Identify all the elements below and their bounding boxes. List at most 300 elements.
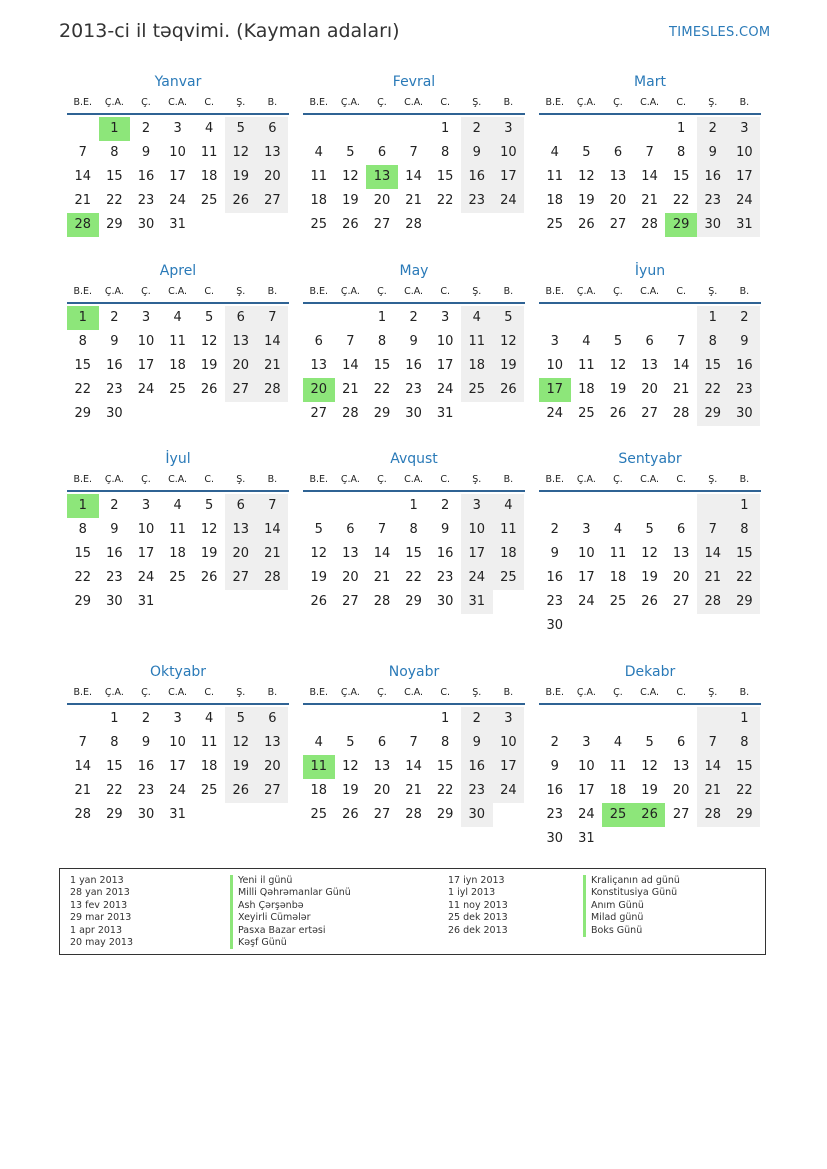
day-cell: 3 — [550, 334, 559, 349]
day-cell: 6 — [225, 494, 257, 518]
month-6 — [539, 262, 761, 426]
month-name: Aprel — [159, 263, 197, 279]
day-cell: 12 — [225, 731, 257, 755]
day-cell: 29 — [405, 594, 422, 609]
day-cell: 27 — [373, 217, 391, 232]
empty-cell — [634, 707, 666, 731]
weekday-label: B.E. — [545, 285, 565, 297]
weekday-label: Ç. — [141, 473, 151, 485]
weekday-label: B.E. — [545, 96, 565, 108]
day-cell: 5 — [613, 334, 623, 349]
weekday-header — [67, 91, 289, 115]
day-cell: 20 — [672, 783, 690, 798]
day-cell: 22 — [436, 193, 454, 208]
day-cell: 8 — [110, 145, 119, 160]
month-3 — [539, 73, 761, 237]
legend-holiday-name: Milad günü — [583, 912, 680, 924]
day-cell: 23 — [137, 783, 155, 798]
empty-cell — [602, 117, 634, 141]
day-cell: 18 — [578, 382, 595, 397]
legend-holiday-name: Konstitusiya Günü — [583, 887, 680, 899]
legend-date: 11 noy 2013 — [448, 899, 508, 911]
day-cell: 23 — [106, 570, 123, 585]
day-cell: 15 — [106, 759, 123, 774]
day-cell: 30 — [546, 618, 564, 633]
day-cell: 4 — [173, 310, 182, 325]
weekday-label: Ş. — [472, 686, 482, 698]
weekday-label: C. — [440, 473, 450, 485]
month-name: İyun — [634, 263, 666, 279]
legend-holiday-name: Kraliçanın ad günü — [583, 875, 680, 887]
day-cell: 19 — [342, 783, 359, 798]
month-10 — [67, 663, 289, 827]
weekday-label: B.E. — [73, 285, 93, 297]
empty-cell — [571, 117, 603, 141]
weekday-label: Ç.A. — [576, 473, 596, 485]
day-cell: 17 — [578, 570, 595, 585]
day-cell: 11 — [493, 518, 525, 542]
day-cell: 12 — [578, 169, 595, 184]
legend-names-1 — [230, 875, 351, 949]
day-cell: 17 — [729, 165, 761, 189]
day-cell: 7 — [78, 145, 87, 160]
day-cell: 22 — [74, 382, 92, 397]
weekday-label: B.E. — [309, 686, 329, 698]
day-cell: 9 — [441, 522, 450, 537]
day-cell: 10 — [493, 731, 525, 755]
weekday-label: B.E. — [309, 473, 329, 485]
day-cell: 29 — [74, 594, 92, 609]
day-cell: 17 — [493, 755, 525, 779]
weekday-label: B. — [739, 96, 750, 108]
day-cell: 24 — [436, 382, 454, 397]
weekday-label: C. — [204, 96, 214, 108]
day-cell: 26 — [609, 406, 627, 421]
day-cell: 30 — [697, 213, 729, 237]
day-cell: 14 — [257, 518, 289, 542]
weekday-header — [539, 280, 761, 304]
holiday-day-cell: 20 — [303, 378, 335, 402]
weekday-label: Ç. — [613, 473, 623, 485]
weekday-label: Ç. — [613, 96, 623, 108]
weekday-header — [303, 681, 525, 705]
day-cell: 4 — [550, 145, 559, 160]
weekday-label: C. — [440, 96, 450, 108]
month-12 — [539, 663, 761, 851]
day-cell: 13 — [641, 358, 658, 373]
day-cell: 21 — [342, 382, 359, 397]
day-cell: 9 — [729, 330, 761, 354]
day-cell: 21 — [405, 783, 422, 798]
weekday-label: Ç. — [377, 96, 387, 108]
day-cell: 11 — [169, 522, 186, 537]
legend-holiday-name: Boks Günü — [583, 925, 680, 937]
weekday-label: B. — [267, 473, 278, 485]
day-cell: 3 — [141, 498, 151, 513]
day-cell: 30 — [137, 807, 155, 822]
day-cell: 13 — [672, 759, 690, 774]
day-cell: 17 — [137, 358, 155, 373]
weekday-label: B. — [503, 96, 514, 108]
day-cell: 12 — [200, 522, 218, 537]
day-cell: 28 — [342, 406, 359, 421]
day-cell: 25 — [578, 406, 595, 421]
weekday-header — [67, 280, 289, 304]
day-cell: 17 — [461, 542, 493, 566]
day-cell: 7 — [697, 518, 729, 542]
day-cell: 26 — [342, 807, 359, 822]
day-cell: 3 — [729, 117, 761, 141]
month-7 — [67, 450, 289, 614]
weekday-label: B. — [739, 473, 750, 485]
day-cell: 31 — [461, 590, 493, 614]
day-cell: 26 — [342, 217, 359, 232]
day-cell: 15 — [729, 542, 761, 566]
day-grid — [67, 117, 289, 237]
weekday-label: Ç.A. — [104, 96, 124, 108]
day-cell: 18 — [493, 542, 525, 566]
holiday-day-cell: 28 — [67, 213, 99, 237]
day-cell: 20 — [225, 542, 257, 566]
day-cell: 18 — [200, 169, 218, 184]
day-cell: 18 — [310, 193, 328, 208]
day-cell: 5 — [205, 310, 214, 325]
day-cell: 19 — [200, 358, 218, 373]
day-cell: 22 — [697, 378, 729, 402]
empty-cell — [539, 306, 571, 330]
weekday-label: Ş. — [236, 285, 246, 297]
month-5 — [303, 262, 525, 426]
day-cell: 21 — [672, 382, 690, 397]
day-cell: 25 — [200, 783, 218, 798]
day-cell: 24 — [137, 570, 155, 585]
day-cell: 2 — [550, 735, 559, 750]
day-cell: 10 — [578, 759, 595, 774]
day-cell: 27 — [225, 566, 257, 590]
weekday-label: Ş. — [708, 686, 718, 698]
day-cell: 6 — [314, 334, 323, 349]
weekday-label: Ç.A. — [576, 285, 596, 297]
day-grid — [67, 494, 289, 614]
day-cell: 25 — [461, 378, 493, 402]
day-cell: 6 — [645, 334, 654, 349]
day-cell: 22 — [405, 570, 422, 585]
day-cell: 15 — [672, 169, 690, 184]
month-name: Fevral — [392, 74, 436, 90]
day-cell: 13 — [225, 518, 257, 542]
day-cell: 30 — [546, 831, 564, 846]
weekday-label: C.A. — [168, 96, 188, 108]
empty-cell — [67, 117, 99, 141]
day-cell: 24 — [137, 382, 155, 397]
month-11 — [303, 663, 525, 827]
weekday-header — [539, 468, 761, 492]
day-cell: 23 — [436, 570, 454, 585]
day-cell: 16 — [137, 759, 155, 774]
weekday-label: B. — [267, 686, 278, 698]
day-cell: 19 — [641, 570, 658, 585]
weekday-label: Ş. — [236, 96, 246, 108]
empty-cell — [634, 306, 666, 330]
day-cell: 7 — [409, 735, 418, 750]
day-cell: 14 — [373, 546, 391, 561]
weekday-label: Ç.A. — [340, 473, 360, 485]
empty-cell — [335, 707, 367, 731]
brand-link[interactable]: TIMESLES.COM — [669, 25, 771, 40]
weekday-label: Ş. — [236, 686, 246, 698]
day-cell: 7 — [677, 334, 686, 349]
empty-cell — [303, 707, 335, 731]
day-cell: 9 — [697, 141, 729, 165]
empty-cell — [366, 707, 398, 731]
day-cell: 19 — [225, 165, 257, 189]
weekday-label: C. — [676, 686, 686, 698]
day-cell: 16 — [137, 169, 155, 184]
day-cell: 23 — [546, 807, 564, 822]
empty-cell — [571, 494, 603, 518]
weekday-label: Ç.A. — [340, 96, 360, 108]
holiday-day-cell: 25 — [602, 803, 634, 827]
legend-date: 29 mar 2013 — [70, 912, 132, 924]
day-cell: 13 — [373, 759, 391, 774]
day-cell: 15 — [436, 759, 454, 774]
day-cell: 11 — [609, 759, 627, 774]
day-cell: 20 — [257, 755, 289, 779]
day-cell: 13 — [672, 546, 690, 561]
day-cell: 17 — [436, 358, 454, 373]
day-cell: 27 — [672, 594, 690, 609]
day-grid — [539, 494, 761, 638]
day-cell: 16 — [436, 546, 454, 561]
empty-cell — [539, 707, 571, 731]
day-cell: 20 — [641, 382, 658, 397]
day-cell: 23 — [546, 594, 564, 609]
day-cell: 22 — [729, 779, 761, 803]
day-cell: 29 — [436, 807, 454, 822]
day-cell: 14 — [697, 755, 729, 779]
day-cell: 27 — [373, 807, 391, 822]
weekday-label: C. — [204, 686, 214, 698]
weekday-label: B.E. — [545, 686, 565, 698]
holiday-legend — [59, 868, 766, 955]
day-cell: 6 — [346, 522, 355, 537]
weekday-label: B. — [739, 285, 750, 297]
day-cell: 22 — [729, 566, 761, 590]
day-cell: 12 — [493, 330, 525, 354]
day-cell: 16 — [405, 358, 422, 373]
page-title: 2013-ci il təqvimi. (Kayman adaları) — [59, 20, 400, 42]
day-cell: 28 — [641, 217, 658, 232]
day-cell: 31 — [729, 213, 761, 237]
day-cell: 2 — [110, 498, 119, 513]
day-cell: 30 — [137, 217, 155, 232]
day-cell: 11 — [609, 546, 627, 561]
day-cell: 30 — [106, 406, 123, 421]
day-cell: 28 — [405, 217, 422, 232]
day-cell: 23 — [106, 382, 123, 397]
day-cell: 5 — [645, 735, 654, 750]
day-cell: 29 — [729, 590, 761, 614]
day-cell: 7 — [78, 735, 87, 750]
day-cell: 10 — [137, 334, 155, 349]
day-cell: 5 — [645, 522, 654, 537]
day-cell: 19 — [609, 382, 627, 397]
day-cell: 3 — [173, 711, 182, 726]
legend-date: 20 may 2013 — [70, 936, 134, 948]
day-cell: 14 — [641, 169, 658, 184]
day-cell: 17 — [578, 783, 595, 798]
day-cell: 12 — [310, 546, 328, 561]
weekday-label: C.A. — [168, 285, 188, 297]
day-cell: 21 — [641, 193, 658, 208]
day-cell: 24 — [578, 594, 595, 609]
day-cell: 10 — [546, 358, 564, 373]
weekday-label: C. — [440, 285, 450, 297]
day-cell: 27 — [310, 406, 328, 421]
empty-cell — [665, 707, 697, 731]
legend-holiday-name: Anım Günü — [583, 900, 680, 912]
weekday-label: B. — [503, 285, 514, 297]
day-cell: 13 — [257, 141, 289, 165]
weekday-label: C.A. — [404, 285, 424, 297]
day-cell: 12 — [609, 358, 627, 373]
day-cell: 7 — [645, 145, 654, 160]
day-cell: 15 — [373, 358, 391, 373]
weekday-label: B. — [739, 686, 750, 698]
day-cell: 11 — [546, 169, 564, 184]
day-cell: 9 — [550, 546, 559, 561]
day-cell: 9 — [461, 731, 493, 755]
day-cell: 22 — [436, 783, 454, 798]
day-cell: 15 — [405, 546, 422, 561]
empty-cell — [634, 117, 666, 141]
day-cell: 4 — [461, 306, 493, 330]
day-cell: 17 — [137, 546, 155, 561]
month-name: May — [399, 263, 429, 279]
day-cell: 5 — [346, 735, 355, 750]
weekday-label: Ç. — [377, 686, 387, 698]
day-cell: 25 — [169, 382, 186, 397]
day-cell: 8 — [729, 731, 761, 755]
day-cell: 18 — [609, 783, 627, 798]
day-cell: 14 — [74, 169, 92, 184]
weekday-header — [303, 280, 525, 304]
day-cell: 24 — [493, 189, 525, 213]
day-cell: 4 — [582, 334, 591, 349]
day-cell: 4 — [613, 522, 623, 537]
legend-holiday-name: Yeni il günü — [230, 875, 351, 887]
month-1 — [67, 73, 289, 237]
weekday-label: B.E. — [73, 473, 93, 485]
day-cell: 16 — [106, 546, 123, 561]
day-cell: 23 — [461, 779, 493, 803]
day-cell: 6 — [377, 735, 387, 750]
day-cell: 20 — [609, 193, 627, 208]
day-cell: 26 — [200, 382, 218, 397]
day-cell: 4 — [314, 145, 323, 160]
day-cell: 10 — [436, 334, 454, 349]
day-cell: 8 — [377, 334, 387, 349]
day-cell: 5 — [314, 522, 323, 537]
weekday-label: Ç. — [141, 686, 151, 698]
day-cell: 10 — [578, 546, 595, 561]
day-cell: 9 — [110, 334, 119, 349]
day-cell: 7 — [697, 731, 729, 755]
day-cell: 18 — [169, 546, 186, 561]
day-cell: 24 — [461, 566, 493, 590]
day-cell: 19 — [310, 570, 328, 585]
day-cell: 10 — [461, 518, 493, 542]
day-cell: 13 — [257, 731, 289, 755]
empty-cell — [602, 494, 634, 518]
day-cell: 20 — [373, 193, 391, 208]
weekday-label: C.A. — [404, 473, 424, 485]
day-cell: 11 — [169, 334, 186, 349]
empty-cell — [539, 494, 571, 518]
day-cell: 6 — [257, 117, 289, 141]
day-cell: 15 — [74, 546, 92, 561]
day-cell: 30 — [405, 406, 422, 421]
day-cell: 21 — [257, 354, 289, 378]
empty-cell — [634, 494, 666, 518]
holiday-day-cell: 1 — [67, 306, 99, 330]
day-cell: 26 — [493, 378, 525, 402]
day-cell: 6 — [377, 145, 387, 160]
weekday-header — [303, 468, 525, 492]
day-cell: 18 — [169, 358, 186, 373]
day-cell: 18 — [310, 783, 328, 798]
day-cell: 2 — [141, 121, 151, 136]
day-cell: 2 — [461, 707, 493, 731]
weekday-label: Ç.A. — [576, 686, 596, 698]
day-cell: 19 — [641, 783, 658, 798]
day-cell: 27 — [609, 217, 627, 232]
day-cell: 18 — [609, 570, 627, 585]
weekday-label: Ş. — [708, 473, 718, 485]
day-cell: 17 — [169, 759, 186, 774]
day-cell: 29 — [106, 217, 123, 232]
day-cell: 20 — [672, 570, 690, 585]
day-cell: 3 — [461, 494, 493, 518]
legend-dates-1 — [70, 875, 133, 949]
weekday-label: B. — [267, 285, 278, 297]
day-cell: 8 — [677, 145, 686, 160]
weekday-label: C.A. — [404, 96, 424, 108]
empty-cell — [303, 494, 335, 518]
day-cell: 30 — [436, 594, 454, 609]
day-cell: 19 — [342, 193, 359, 208]
holiday-day-cell: 1 — [67, 494, 99, 518]
day-cell: 14 — [257, 330, 289, 354]
month-name: Dekabr — [624, 664, 676, 680]
day-cell: 27 — [257, 189, 289, 213]
day-cell: 21 — [74, 783, 92, 798]
day-cell: 6 — [257, 707, 289, 731]
weekday-label: B.E. — [309, 285, 329, 297]
day-cell: 2 — [729, 306, 761, 330]
day-cell: 30 — [729, 402, 761, 426]
weekday-label: Ç. — [613, 285, 623, 297]
day-cell: 10 — [169, 145, 186, 160]
day-cell: 7 — [409, 145, 418, 160]
weekday-label: C.A. — [640, 285, 660, 297]
day-cell: 12 — [641, 546, 658, 561]
day-cell: 14 — [697, 542, 729, 566]
day-cell: 22 — [106, 193, 123, 208]
day-cell: 24 — [729, 189, 761, 213]
day-cell: 1 — [441, 121, 450, 136]
month-name: Oktyabr — [149, 664, 207, 680]
